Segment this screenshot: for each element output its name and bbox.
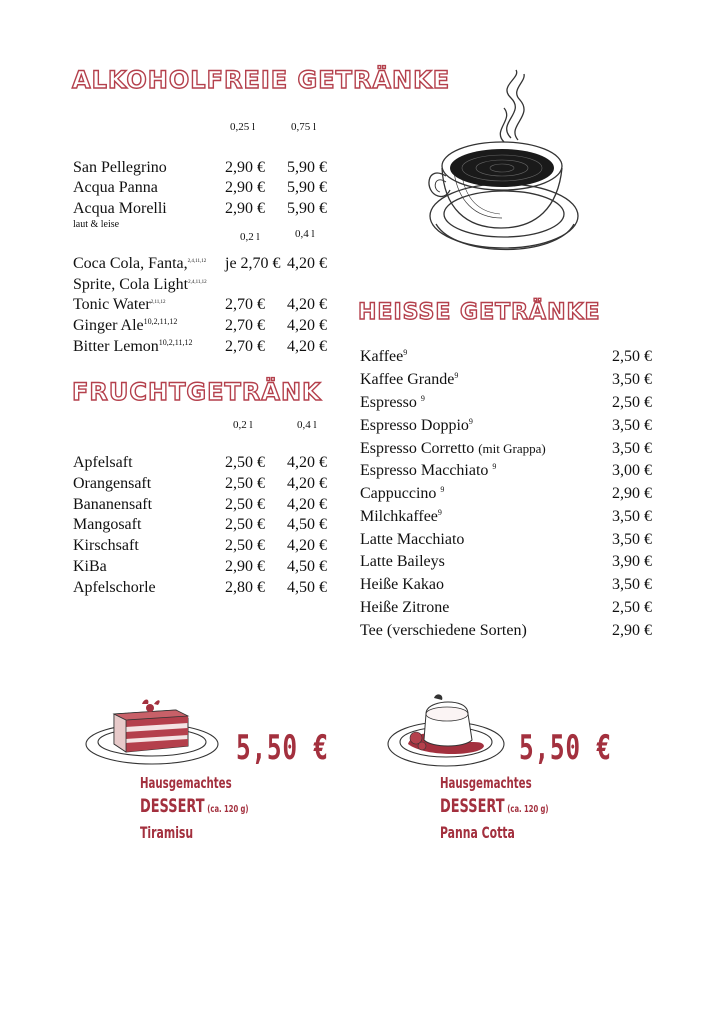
allergen-sup: 9 bbox=[454, 371, 459, 380]
list-item bbox=[360, 414, 652, 437]
list-item-cola bbox=[73, 253, 335, 275]
item-name: Bananensaft bbox=[73, 496, 153, 513]
item-name: Espresso Macchiato $^9$ bbox=[360, 462, 497, 479]
size-header-04: 0,4 l bbox=[297, 419, 317, 431]
item-name: Espresso Corretto (mit Grappa) bbox=[360, 440, 546, 457]
item-name: San Pellegrino bbox=[73, 159, 167, 176]
list-item bbox=[73, 294, 335, 316]
item-name: Espresso Doppio$^9$ bbox=[360, 417, 473, 434]
item-price-large: 4,20 € bbox=[287, 255, 327, 272]
size-header-02: 0,2 l bbox=[240, 231, 260, 243]
list-item bbox=[360, 528, 652, 551]
item-price-large: 4,50 € bbox=[287, 516, 327, 533]
item-price-small: 2,50 € bbox=[225, 516, 265, 533]
item-price-small: 2,90 € bbox=[225, 159, 265, 176]
item-price: 2,50 € bbox=[612, 599, 652, 616]
heading-alkoholfrei: ALKOHOLFREIE GETRÄNKE bbox=[72, 66, 451, 94]
list-item bbox=[73, 535, 335, 557]
item-price: 3,50 € bbox=[612, 508, 652, 525]
item-name: Kirschsaft bbox=[73, 537, 139, 554]
item-price: 3,50 € bbox=[612, 417, 652, 434]
heading-heiss: HEISSE GETRÄNKE bbox=[358, 300, 601, 325]
item-price-large: 4,20 € bbox=[287, 338, 327, 355]
panna-cotta-plate-icon bbox=[386, 694, 506, 772]
item-name: Acqua Morelli bbox=[73, 200, 167, 217]
morelli-note: laut & leise bbox=[73, 219, 120, 230]
list-item bbox=[73, 473, 335, 495]
allergen-sup: 9 bbox=[492, 462, 497, 471]
item-price-large: 4,20 € bbox=[287, 475, 327, 492]
item-price-large: 4,20 € bbox=[287, 454, 327, 471]
list-item bbox=[360, 619, 652, 642]
item-name: Heiße Kakao bbox=[360, 576, 444, 593]
item-name: Tee (verschiedene Sorten) bbox=[360, 622, 527, 639]
list-item bbox=[73, 556, 335, 578]
list-item bbox=[73, 315, 335, 337]
item-name: Milchkaffee$^9$ bbox=[360, 508, 442, 525]
item-name: Latte Baileys bbox=[360, 553, 445, 570]
item-price-small: 2,90 € bbox=[225, 200, 265, 217]
item-name: Acqua Panna bbox=[73, 179, 158, 196]
item-price: 2,50 € bbox=[612, 394, 652, 411]
list-item bbox=[73, 198, 335, 220]
item-name: Mangosaft bbox=[73, 516, 142, 533]
item-price-small: 2,90 € bbox=[225, 179, 265, 196]
allergen-sup: 2,11,12 bbox=[150, 300, 166, 305]
item-price-large: 4,20 € bbox=[287, 317, 327, 334]
item-price: 3,90 € bbox=[612, 553, 652, 570]
list-item bbox=[360, 596, 652, 619]
item-price-small: 2,80 € bbox=[225, 579, 265, 596]
item-price-small: 2,90 € bbox=[225, 558, 265, 575]
item-name: Orangensaft bbox=[73, 475, 152, 492]
item-price: 3,50 € bbox=[612, 440, 652, 457]
allergen-sup: 2,4,11,12 bbox=[188, 280, 207, 285]
item-price: 3,50 € bbox=[612, 576, 652, 593]
item-name: Ginger Ale$^{10,2,11,12}$ bbox=[73, 317, 178, 334]
item-price-small: 2,50 € bbox=[225, 475, 265, 492]
dessert-label: Hausgemachtes bbox=[440, 774, 532, 792]
allergen-sup: 9 bbox=[440, 485, 445, 494]
list-item bbox=[73, 577, 335, 599]
item-price-large: 5,90 € bbox=[287, 159, 327, 176]
list-item bbox=[360, 345, 652, 368]
dessert-name: Panna Cotta bbox=[440, 823, 515, 842]
list-item bbox=[360, 505, 652, 528]
item-price-small: 2,70 € bbox=[225, 296, 265, 313]
list-item bbox=[360, 368, 652, 391]
list-item bbox=[360, 573, 652, 596]
item-price-small: 2,50 € bbox=[225, 496, 265, 513]
list-item bbox=[73, 514, 335, 536]
heading-frucht: FRUCHTGETRÄNK bbox=[72, 378, 322, 406]
size-header-025: 0,25 l bbox=[230, 121, 256, 133]
dessert-name: Tiramisu bbox=[140, 823, 194, 842]
item-price: 3,50 € bbox=[612, 371, 652, 388]
item-name: Apfelsaft bbox=[73, 454, 133, 471]
item-price-small: 2,70 € bbox=[225, 317, 265, 334]
list-item bbox=[73, 336, 335, 358]
dessert-price: 5,50 € bbox=[519, 728, 612, 768]
list-item bbox=[73, 177, 335, 199]
item-price: 3,50 € bbox=[612, 531, 652, 548]
dessert-weight: (ca. 120 g) bbox=[507, 804, 549, 815]
dessert-heading: DESSERT (ca. 120 g) bbox=[140, 795, 249, 817]
item-price-small: 2,50 € bbox=[225, 537, 265, 554]
item-price-large: 4,20 € bbox=[287, 496, 327, 513]
list-item bbox=[73, 452, 335, 474]
item-price: 2,90 € bbox=[612, 485, 652, 502]
size-header-04: 0,4 l bbox=[295, 228, 315, 240]
item-name: Kaffee$^9$ bbox=[360, 348, 408, 365]
allergen-sup: 9 bbox=[403, 348, 408, 357]
item-price-large: 4,20 € bbox=[287, 537, 327, 554]
list-item bbox=[360, 391, 652, 414]
item-price-large: 4,50 € bbox=[287, 579, 327, 596]
allergen-sup: 9 bbox=[437, 508, 442, 517]
item-name: Coca Cola, Fanta,$^{2,4,11,12}$ bbox=[73, 255, 207, 272]
list-item bbox=[73, 157, 335, 179]
allergen-sup: 2,4,11,12 bbox=[187, 259, 207, 264]
item-price-large: 5,90 € bbox=[287, 200, 327, 217]
item-name: Apfelschorle bbox=[73, 579, 156, 596]
item-price-large: 5,90 € bbox=[287, 179, 327, 196]
list-item bbox=[360, 550, 652, 573]
item-name: Cappuccino $^9$ bbox=[360, 485, 445, 502]
allergen-sup: 10,2,11,12 bbox=[143, 317, 178, 326]
item-price: 3,00 € bbox=[612, 462, 652, 479]
item-name: Heiße Zitrone bbox=[360, 599, 450, 616]
allergen-sup: 10,2,11,12 bbox=[158, 338, 193, 347]
item-price-small: je 2,70 € bbox=[225, 255, 281, 272]
dessert-price: 5,50 € bbox=[236, 728, 329, 768]
dessert-heading: DESSERT (ca. 120 g) bbox=[440, 795, 549, 817]
item-price-large: 4,50 € bbox=[287, 558, 327, 575]
tiramisu-plate-icon bbox=[84, 696, 220, 768]
item-price: 2,90 € bbox=[612, 622, 652, 639]
item-name: Tonic Water$^{2,11,12}$ bbox=[73, 296, 166, 313]
size-header-02: 0,2 l bbox=[233, 419, 253, 431]
dessert-weight: (ca. 120 g) bbox=[207, 804, 249, 815]
allergen-sup: 9 bbox=[468, 417, 473, 426]
item-name: KiBa bbox=[73, 558, 107, 575]
coffee-cup-icon bbox=[426, 68, 586, 264]
allergen-sup: 9 bbox=[420, 394, 425, 403]
list-item bbox=[360, 482, 652, 505]
list-item-cola-line2: Sprite, Cola Light$^{2,4,11,12}$ bbox=[73, 276, 207, 293]
item-name: Kaffee Grande$^9$ bbox=[360, 371, 459, 388]
item-name: Espresso $^9$ bbox=[360, 394, 425, 411]
size-header-075: 0,75 l bbox=[291, 121, 317, 133]
item-name: Latte Macchiato bbox=[360, 531, 465, 548]
item-price-small: 2,70 € bbox=[225, 338, 265, 355]
list-item bbox=[360, 437, 652, 460]
item-price-large: 4,20 € bbox=[287, 296, 327, 313]
dessert-label: Hausgemachtes bbox=[140, 774, 232, 792]
item-price: 2,50 € bbox=[612, 348, 652, 365]
item-name: Bitter Lemon$^{10,2,11,12}$ bbox=[73, 338, 193, 355]
item-price-small: 2,50 € bbox=[225, 454, 265, 471]
list-item bbox=[360, 459, 652, 482]
list-item bbox=[73, 494, 335, 516]
item-note: (mit Grappa) bbox=[478, 441, 546, 456]
